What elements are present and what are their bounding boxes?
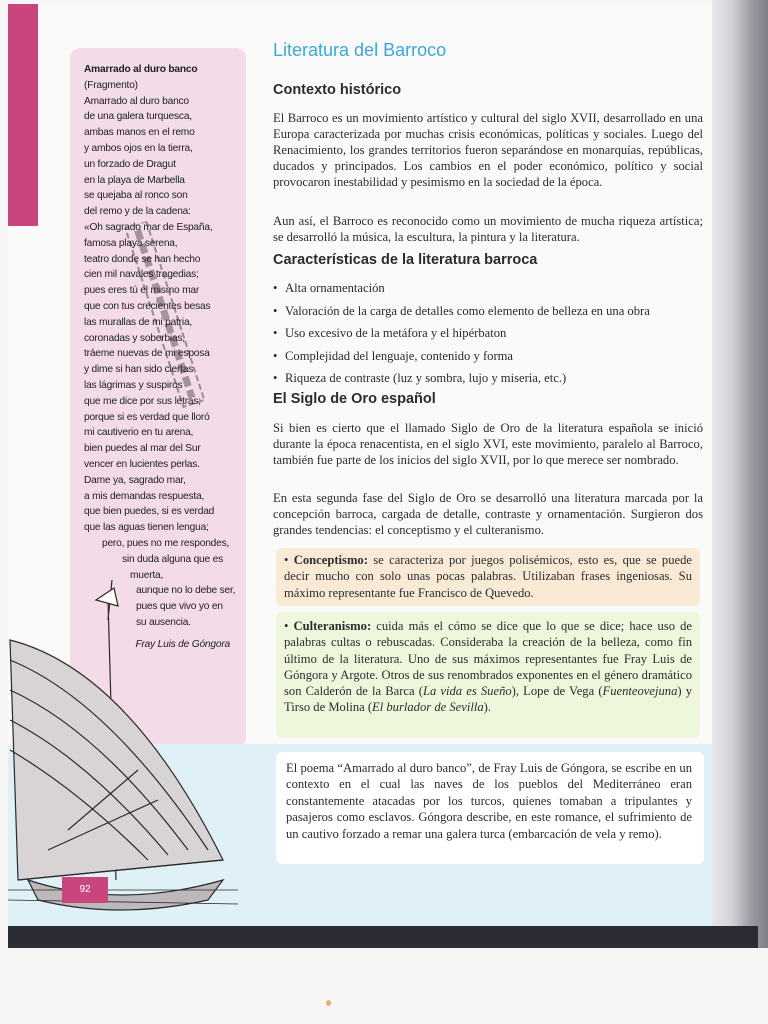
poem-title: Amarrado al duro banco: [84, 64, 198, 75]
note-paragraph: El poema “Amarrado al duro banco”, de Fray Luis de Góngora, se escribe en un contexto en el cual las naves de los pueblos del Mediterráneo eran constantemente atacadas por los turcos, quienes tomaban a tripulantes y pasajeros como esclavos. Góngora describe, en este romance, el sufrimiento de un cautivo forzado a remar una galera turca (embarcación de vela y remo).: [286, 761, 692, 841]
poem-line: porque si es verdad que lloró: [84, 411, 210, 423]
poem-line: su ausencia.: [136, 616, 191, 628]
poem-line: que con tus crecientes besas: [84, 300, 211, 312]
page-title: Literatura del Barroco: [273, 40, 447, 60]
book-spine-shadow: [712, 0, 768, 948]
poem-line: pues que vivo yo en: [136, 601, 223, 613]
poem-line: sin duda alguna que es: [122, 553, 223, 565]
poem-line: Amarrado al duro banco: [84, 95, 189, 107]
heading-contexto: Contexto histórico: [273, 82, 402, 98]
poem-line: las murallas de mi patria,: [84, 316, 193, 328]
culteranismo-text-2: ), Lope de Vega (: [511, 684, 603, 699]
culteranismo-term: Culteranismo:: [293, 619, 372, 633]
poem-line: pero, pues no me respondes,: [102, 537, 230, 549]
poem-line: que las aguas tienen lengua;: [84, 522, 209, 534]
poem-line: «Oh sagrado mar de España,: [84, 221, 213, 233]
poem-line: y ambos ojos en la tierra,: [84, 142, 193, 154]
caracteristica-item: • Riqueza de contraste (luz y sombra, lujo y miseria, etc.): [273, 367, 703, 390]
poem-subtitle: (Fragmento): [84, 79, 138, 91]
poem-line: coronadas y soberbias,: [84, 332, 185, 344]
poem-line: de una galera turquesca,: [84, 111, 192, 123]
poem-line: cien mil navales tragedias;: [84, 269, 199, 281]
caracteristica-item: • Alta ornamentación: [273, 277, 703, 300]
accent-bar: [8, 4, 38, 226]
poem-line: Dame ya, sagrado mar,: [84, 474, 186, 486]
heading-siglo-de-oro: El Siglo de Oro español: [273, 391, 436, 407]
poem-line: mi cautiverio en tu arena,: [84, 427, 194, 439]
poem-line: se quejaba al ronco son: [84, 190, 188, 202]
poem-line: a mis demandas respuesta,: [84, 490, 205, 502]
poem-line: pues eres tú el mismo mar: [84, 285, 200, 297]
paragraph-contexto-1: El Barroco es un movimiento artístico y cultural del siglo XVII, desarrollado en una Europa caracterizada por muchas crisis económicas, políticas y sociales. Luego del Renacimiento, los grandes territorios fueron separándose en monarquías, repúblicas, ducados y principados. Los cambios en el poder económico, político y social provocaron inestabilidad y pesimismo en la sociedad de la época.: [273, 111, 703, 189]
culteranismo-text-1: cuida más el cómo se dice que lo que se dice; hace uso de palabras cultas o rebuscadas. Consideraba la creación de la belleza, como fin último de la literatura. Uno de sus máximos representantes fue Fray Luis de Góngora y Argote. Otros de sus renombrados exponentes en el género dramático son Calderón de la Barca (: [284, 619, 692, 699]
galley-ship-illustration: [8, 580, 238, 926]
poem-line: famosa playa serena,: [84, 237, 178, 249]
poem-line: y dime si han sido ciertas: [84, 364, 194, 376]
page-number: 92: [62, 877, 108, 903]
caracteristica-item: • Valoración de la carga de detalles como elemento de belleza en una obra: [273, 300, 703, 323]
heading-caracteristicas: Características de la literatura barroca: [273, 252, 538, 268]
paragraph-contexto-2: Aun así, el Barroco es reconocido como un movimiento de mucha riqueza artística; se desarrolló la música, la escultura, la pintura y la literatura.: [273, 214, 703, 244]
culteranismo-item: • Culteranismo: cuida más el cómo se dice que lo que se dice; hace uso de palabras cultas o rebuscadas. Consideraba la creación de la belleza, como fin último de la literatura. Uno de sus máximos representantes fue Fray Luis de Góngora y Argote. Otros de sus renombrados exponentes en el género dramático son Calderón de la Barca (La vida es Sueño), Lope de Vega (Fuenteovejuna) y Tirso de Molina (El burlador de Sevilla).: [284, 619, 693, 715]
poem-line: muerta,: [130, 569, 164, 581]
poem-author: Fray Luis de Góngora: [135, 638, 230, 650]
poem-line: bien puedes al mar del Sur: [84, 443, 201, 455]
caracteristica-item: • Uso excesivo de la metáfora y el hipérbaton: [273, 322, 703, 345]
work-fuenteovejuna: Fuenteovejuna: [602, 684, 678, 699]
work-la-vida-es-sueno: La vida es Sueño: [422, 684, 512, 699]
poem-line: en la playa de Marbella: [84, 174, 185, 186]
poem-line: teatro donde se han hecho: [84, 253, 201, 265]
conceptismo-term: Conceptismo:: [293, 553, 368, 567]
bottom-band: [8, 926, 758, 948]
culteranismo-text-3: ) y Tirso de Molina (: [284, 684, 693, 715]
conceptismo-text: se caracteriza por juegos polisémicos, esto es, que se puede decir mucho con solo unas pocas palabras. Utilizaban frases ingeniosas. Su máximo representante fue Francisco de Quevedo.: [284, 553, 693, 600]
poem-line: ambas manos en el remo: [84, 127, 195, 139]
caracteristicas-list: [273, 277, 703, 390]
conceptismo-item: • Conceptismo: se caracteriza por juegos polisémicos, esto es, que se puede decir mucho con solo unas pocas palabras. Utilizaban frases ingeniosas. Su máximo representante fue Francisco de Quevedo.: [284, 553, 693, 600]
paragraph-siglo-1: Si bien es cierto que el llamado Siglo de Oro de la literatura española se inició durante la época renacentista, en el siglo XVI, este movimiento, paralelo al Barroco, también fue parte de los inicios del siglo XVII, por lo que merece ser nombrado.: [273, 421, 703, 467]
paragraph-siglo-2: En esta segunda fase del Siglo de Oro se desarrolló una literatura marcada por la concepción barroca, cargada de detalle, contraste y ornamentación. Surgieron dos grandes tendencias: el conceptismo y el culteranismo.: [273, 491, 703, 537]
caracteristica-item: • Complejidad del lenguaje, contenido y forma: [273, 345, 703, 368]
poem-line: que bien puedes, si es verdad: [84, 506, 215, 518]
culteranismo-text-4: ).: [483, 700, 491, 715]
work-el-burlador: El burlador de Sevilla: [372, 700, 484, 715]
poem-line: un forzado de Dragut: [84, 158, 176, 170]
poem-line: aunque no lo debe ser,: [136, 585, 236, 597]
poem-line: vencer en lucientes perlas.: [84, 458, 200, 470]
poem-line: que me dice por sus letras;: [84, 395, 201, 407]
poem-line: las lágrimas y suspiros: [84, 379, 183, 391]
stain-dot: [326, 1000, 331, 1006]
poem-line: tráeme nuevas de mi esposa: [84, 348, 210, 360]
poem-line: del remo y de la cadena:: [84, 206, 191, 218]
